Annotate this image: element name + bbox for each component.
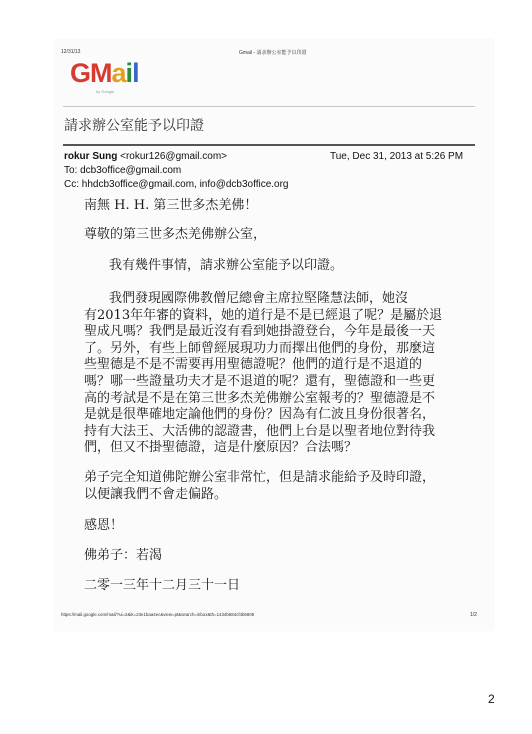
greeting: 南無 H. H. 第三世多杰羌佛！ [84,198,258,213]
sender-address: <rokur126@gmail.com> [120,151,227,162]
email-date: Tue, Dec 31, 2013 at 5:26 PM [330,151,464,162]
salutation: 尊敬的第三世多杰羌佛辦公室， [84,227,267,242]
sender-name: rokur Sung [64,151,118,162]
print-url: https://mail.google.com/mail/?ui=2&ik=23e1baa4ec&view=pt&search=inbox&th=1434b684cf4b6805 [61,612,255,617]
signature: 佛弟子：若渴 [84,548,163,563]
second-paragraph: 弟子完全知道佛陀辦公室非常忙，但是請求能給予及時印證， 以便讓我們不會走偏路。 [84,470,436,502]
divider [63,144,475,146]
print-date: 12/31/13 [61,49,81,55]
intro-paragraph: 我有幾件事情，請求辦公室能予以印證。 [109,258,344,273]
main-paragraph: 我們發現國際佛教僧尼總會主席拉堅隆慧法師，她沒 有2013年年審的資料，她的道行是不是已經退了呢？是屬於退 聖成凡嗎？我們是最近沒有看到她掛證登台，今年是最後一天 了。另外，有些上師曾經展現功力而擇出他們的身份，那麼這 些聖德是不是不需要再用聖德證呢？他們的道行是不退道的 嗎？哪一些證量功夫才是不退道的呢？還有，聖德證和一些更 高的考試是不是在第三世多杰羌佛辦公室報考的？聖德證是不 是就是很準確地定論他們的身份？因為有仁波且身份很著名， 持有大法王、大活佛的認證書，他們上台是以聖者地位對待我 們，但又不掛聖德證，這是什麼原因？合法嗎？ [84,291,443,456]
thanks: 感恩！ [84,518,124,533]
email-subject: 請求辦公室能予以印證 [64,118,204,134]
email-from [64,151,227,162]
page-number: 2 [488,692,495,706]
divider [63,106,475,107]
gmail-logo: GMail [70,58,139,88]
letter-date: 二零一三年十二月三十一日 [84,578,241,593]
email-cc: Cc: hhdcb3office@gmail.com, info@dcb3office.org [64,179,289,190]
gmail-logo-subtitle: by Google [96,89,115,94]
print-title: Gmail - 請求辦公室能予以印證 [239,50,307,56]
print-page-count: 1/2 [470,612,477,618]
email-to: To: dcb3office@gmail.com [64,165,182,176]
